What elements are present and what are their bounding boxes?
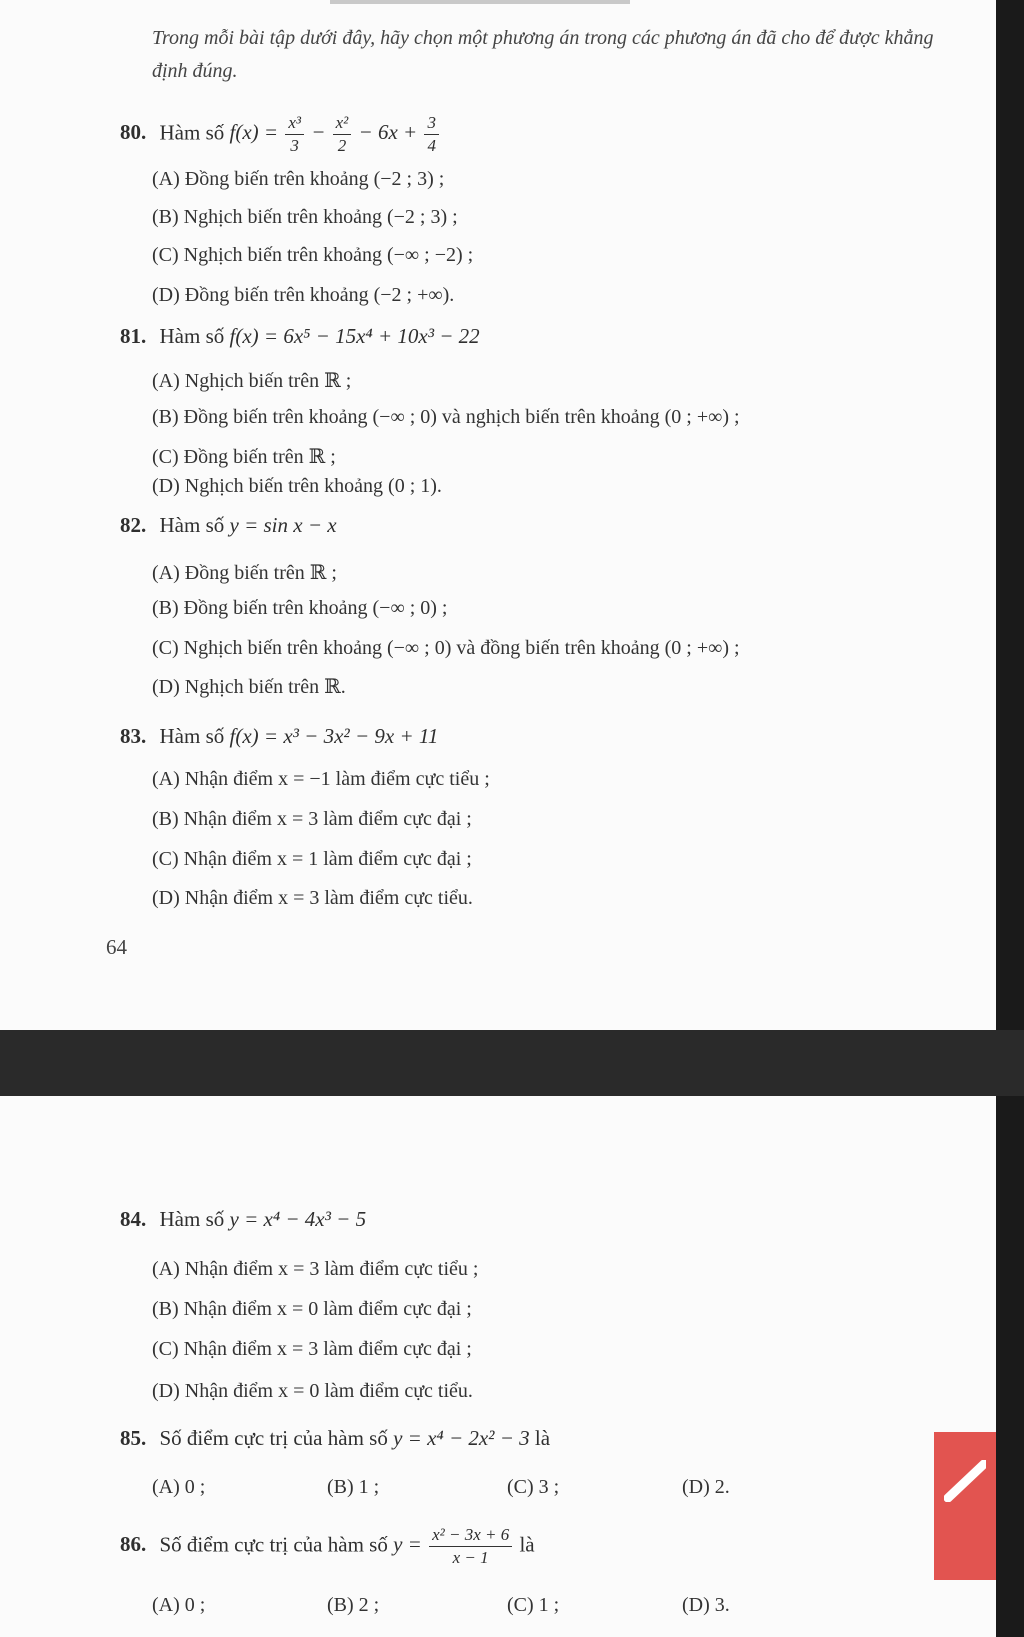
numerator: x² — [333, 112, 352, 135]
fraction — [424, 112, 439, 157]
question-number: 82. — [120, 513, 147, 537]
option-b: (B) Nhận điểm x = 0 làm điểm cực đại ; — [152, 1298, 472, 1320]
question-text: Hàm số — [159, 120, 225, 145]
numerator: x² − 3x + 6 — [429, 1524, 512, 1547]
option-a: (A) 0 ; — [152, 1594, 206, 1616]
question-number: 85. — [120, 1426, 147, 1450]
formula-part: y = — [393, 1532, 422, 1557]
question-number: 80. — [120, 120, 147, 145]
page-top-mark — [330, 0, 630, 4]
edit-button[interactable] — [934, 1432, 996, 1580]
formula-part: f(x) = — [229, 120, 279, 145]
fraction — [429, 1524, 512, 1569]
option-b: (B) Đồng biến trên khoảng (−∞ ; 0) ; — [152, 597, 448, 619]
option-b: (B) Nghịch biến trên khoảng (−2 ; 3) ; — [152, 206, 458, 228]
fraction — [333, 112, 352, 157]
option-d: (D) Nghịch biến trên khoảng (0 ; 1). — [152, 475, 442, 497]
formula: f(x) = x³ − 3x² − 9x + 11 — [229, 724, 439, 748]
option-c: (C) Đồng biến trên ℝ ; — [152, 446, 336, 468]
denominator: 2 — [337, 136, 347, 155]
question-80 — [120, 112, 441, 157]
formula-part: − 6x + — [358, 120, 418, 145]
formula — [229, 113, 441, 155]
option-b: (B) 1 ; — [327, 1476, 380, 1498]
page-separator — [0, 1030, 1024, 1096]
option-d: (D) Đồng biến trên khoảng (−2 ; +∞). — [152, 284, 455, 306]
page-number: 64 — [106, 935, 127, 959]
question-text: Số điểm cực trị của hàm số — [159, 1532, 388, 1557]
option-c: (C) Nhận điểm x = 3 làm điểm cực đại ; — [152, 1338, 472, 1360]
option-d: (D) Nghịch biến trên ℝ. — [152, 676, 346, 698]
option-c: (C) Nghịch biến trên khoảng (−∞ ; 0) và đồng biến trên khoảng (0 ; +∞) ; — [152, 637, 740, 659]
formula — [393, 1525, 519, 1567]
question-text: Hàm số — [159, 724, 225, 748]
document-page-2 — [0, 1096, 996, 1637]
question-86 — [120, 1524, 535, 1569]
question-84 — [120, 1207, 366, 1232]
question-text: Số điểm cực trị của hàm số — [159, 1426, 388, 1450]
question-number: 83. — [120, 724, 147, 748]
option-a: (A) Đồng biến trên khoảng (−2 ; 3) ; — [152, 168, 445, 190]
option-c: (C) 3 ; — [507, 1476, 560, 1498]
instructions: Trong mỗi bài tập dưới đây, hãy chọn một phương án trong các phương án đã cho để được khẳng định đúng. — [152, 27, 934, 82]
option-a: (A) Nghịch biến trên ℝ ; — [152, 370, 352, 392]
options-row — [152, 1594, 730, 1617]
options-row — [152, 1476, 730, 1499]
question-text: Hàm số — [159, 1207, 225, 1231]
formula: y = x⁴ − 2x² − 3 — [393, 1426, 530, 1450]
option-a: (A) 0 ; — [152, 1476, 206, 1498]
denominator: 3 — [290, 136, 299, 155]
option-d: (D) 3. — [682, 1594, 730, 1616]
option-d: (D) 2. — [682, 1476, 730, 1498]
fraction — [285, 112, 304, 157]
formula: y = sin x − x — [229, 513, 337, 537]
question-82 — [120, 513, 337, 538]
question-number: 86. — [120, 1532, 147, 1557]
pencil-icon — [944, 1460, 986, 1502]
formula: f(x) = 6x⁵ − 15x⁴ + 10x³ − 22 — [229, 324, 480, 348]
question-suffix: là — [534, 1426, 551, 1450]
question-81 — [120, 324, 480, 349]
formula-part: − — [311, 120, 326, 145]
question-number: 81. — [120, 324, 147, 348]
denominator: x − 1 — [452, 1548, 489, 1567]
question-number: 84. — [120, 1207, 147, 1231]
question-text: Hàm số — [159, 324, 225, 348]
formula: y = x⁴ − 4x³ − 5 — [229, 1207, 367, 1231]
question-suffix: là — [519, 1532, 535, 1557]
option-a: (A) Đồng biến trên ℝ ; — [152, 562, 337, 584]
option-b: (B) Đồng biến trên khoảng (−∞ ; 0) và nghịch biến trên khoảng (0 ; +∞) ; — [152, 406, 740, 428]
option-a: (A) Nhận điểm x = 3 làm điểm cực tiểu ; — [152, 1258, 479, 1280]
option-c: (C) 1 ; — [507, 1594, 560, 1616]
option-b: (B) Nhận điểm x = 3 làm điểm cực đại ; — [152, 808, 472, 830]
option-b: (B) 2 ; — [327, 1594, 380, 1616]
denominator: 4 — [427, 136, 436, 155]
question-text: Hàm số — [159, 513, 225, 537]
option-c: (C) Nhận điểm x = 1 làm điểm cực đại ; — [152, 848, 472, 870]
question-83 — [120, 724, 438, 749]
numerator: x³ — [285, 112, 304, 135]
question-85 — [120, 1426, 550, 1451]
option-c: (C) Nghịch biến trên khoảng (−∞ ; −2) ; — [152, 244, 474, 266]
option-d: (D) Nhận điểm x = 0 làm điểm cực tiểu. — [152, 1380, 473, 1402]
numerator: 3 — [424, 112, 439, 135]
option-a: (A) Nhận điểm x = −1 làm điểm cực tiểu ; — [152, 768, 490, 790]
option-d: (D) Nhận điểm x = 3 làm điểm cực tiểu. — [152, 887, 473, 909]
